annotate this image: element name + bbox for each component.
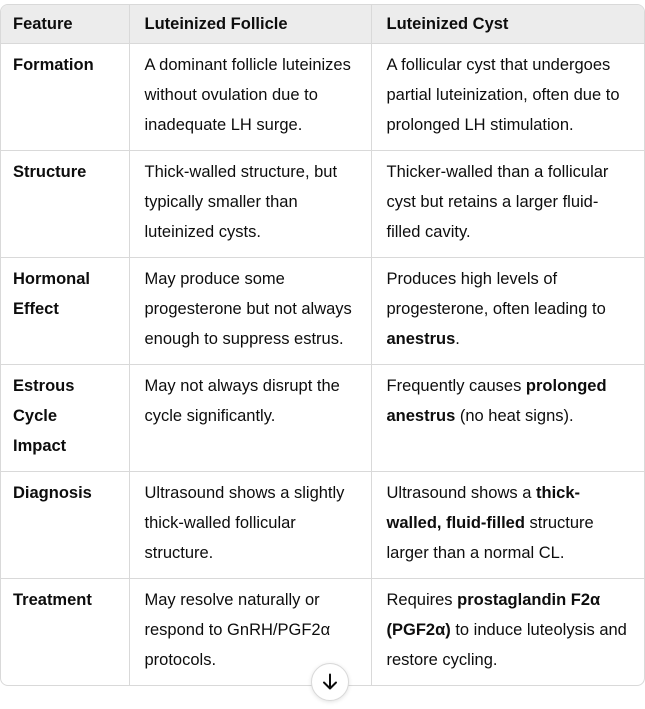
header-feature: Feature [1, 5, 129, 44]
feature-label-line: Effect [13, 300, 59, 318]
cell-text: May produce some progesterone but not always enough to suppress estrus. [144, 270, 352, 348]
feature-label-line: Structure [13, 163, 87, 181]
cell-text: May resolve naturally or respond to GnRH/PGF2α protocols. [144, 591, 331, 669]
feature-cell [1, 365, 129, 472]
cell-text: A follicular cyst that undergoes partial luteinization, often due to prolonged LH stimulation. [386, 56, 620, 134]
feature-label-line: Impact [13, 437, 67, 455]
feature-label-line: Treatment [13, 591, 92, 609]
feature-cell [1, 258, 129, 365]
table-row [1, 472, 644, 579]
cell-text: Frequently causes [386, 377, 526, 395]
feature-label-line: Formation [13, 56, 94, 74]
cell-text: May not always disrupt the cycle significantly. [144, 377, 340, 425]
cell-text: Requires [386, 591, 458, 609]
cell-text: Produces high levels of progesterone, often leading to [386, 270, 606, 318]
table-header-row [1, 5, 644, 44]
luteinized-cyst-cell [371, 151, 644, 258]
table-row [1, 151, 644, 258]
luteinized-cyst-cell [371, 44, 644, 151]
comparison-table-container [0, 4, 645, 686]
luteinized-cyst-cell [371, 472, 644, 579]
header-luteinized-cyst: Luteinized Cyst [371, 5, 644, 44]
luteinized-follicle-cell [129, 365, 371, 472]
arrow-down-icon [322, 673, 338, 691]
cell-text: Ultrasound shows a slightly thick-walled follicular structure. [144, 484, 345, 562]
luteinized-follicle-cell [129, 44, 371, 151]
cell-text: A dominant follicle luteinizes without ovulation due to inadequate LH surge. [144, 56, 351, 134]
cell-text: structure larger than a normal CL. [386, 514, 594, 562]
emphasized-text: anestrus [386, 330, 456, 348]
emphasized-text: prolonged anestrus [386, 377, 607, 425]
cell-text: (no heat signs). [455, 407, 574, 425]
table-row [1, 365, 644, 472]
luteinized-follicle-cell [129, 472, 371, 579]
luteinized-cyst-cell [371, 258, 644, 365]
header-luteinized-follicle: Luteinized Follicle [129, 5, 371, 44]
feature-label-line: Hormonal [13, 270, 91, 288]
luteinized-follicle-cell [129, 258, 371, 365]
feature-label-line: Estrous [13, 377, 75, 395]
luteinized-cyst-cell [371, 365, 644, 472]
feature-cell [1, 44, 129, 151]
emphasized-text: thick-walled, fluid-filled [386, 484, 581, 532]
feature-cell [1, 472, 129, 579]
luteinized-follicle-cell [129, 151, 371, 258]
table-row [1, 44, 644, 151]
comparison-table [1, 5, 644, 685]
table-row [1, 258, 644, 365]
scroll-to-bottom-button[interactable] [311, 663, 349, 701]
table-body [1, 44, 644, 686]
cell-text: . [455, 330, 460, 348]
feature-label-line: Diagnosis [13, 484, 92, 502]
emphasized-text: prostaglandin F2α (PGF2α) [386, 591, 601, 639]
feature-cell [1, 151, 129, 258]
feature-label-line: Cycle [13, 407, 58, 425]
cell-text: Thicker-walled than a follicular cyst but retains a larger fluid-filled cavity. [386, 163, 609, 241]
luteinized-cyst-cell [371, 579, 644, 686]
cell-text: Thick-walled structure, but typically smaller than luteinized cysts. [144, 163, 338, 241]
feature-cell [1, 579, 129, 686]
cell-text: to induce luteolysis and restore cycling. [386, 621, 627, 669]
cell-text: Ultrasound shows a [386, 484, 536, 502]
